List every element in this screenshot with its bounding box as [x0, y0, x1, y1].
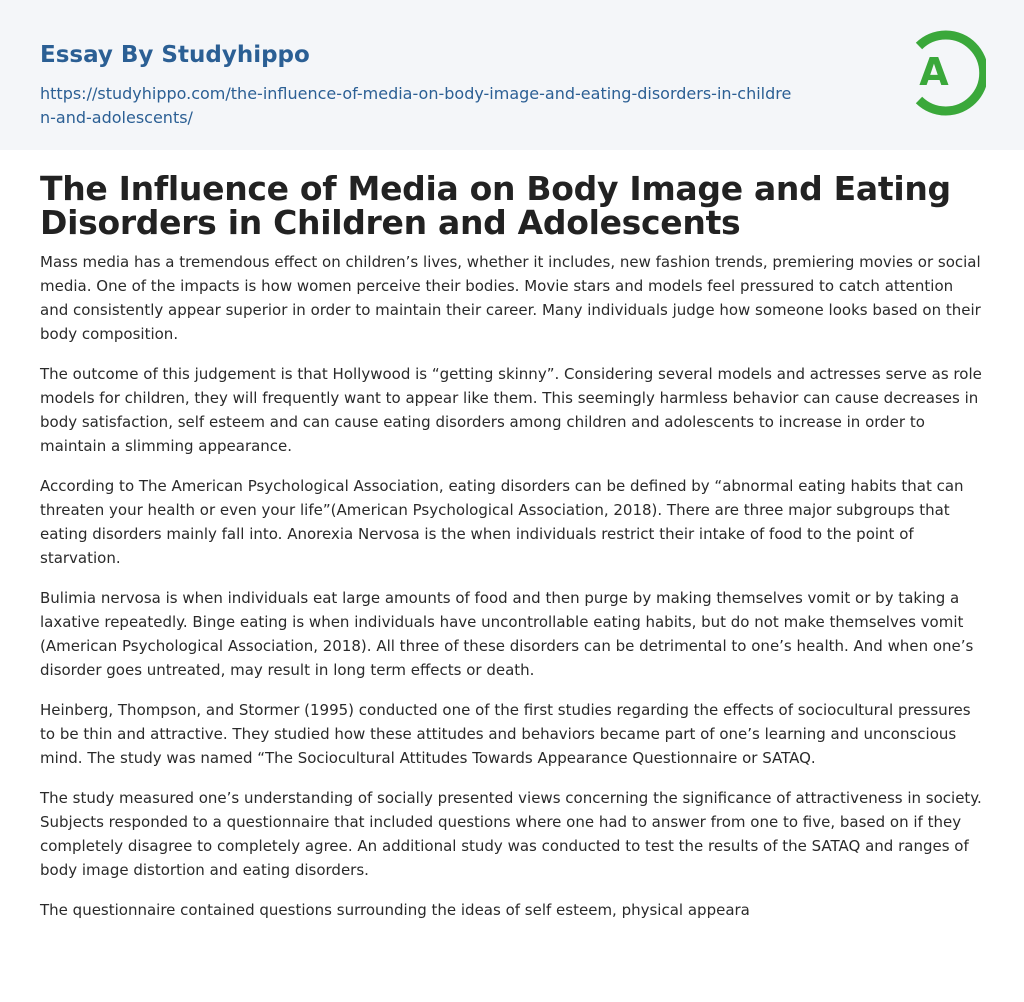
essay-paragraph: Heinberg, Thompson, and Stormer (1995) conducted one of the first studies regarding the effects of sociocultural pressures to be thin and attractive. They studied how these attitudes and behaviors became part of one’s learning and unconscious mind. The study was named “The Sociocultural Attitudes Towards Appearance Questionnaire or SATAQ.: [40, 701, 971, 767]
essay-paragraph: The questionnaire contained questions surrounding the ideas of self esteem, physical appeara: [40, 901, 750, 919]
essay-paragraph: According to The American Psychological Association, eating disorders can be defined by “abnormal eating habits that can threaten your health or even your life”(American Psychological Association, 2018). There are three major subgroups that eating disorders mainly fall into. Anorexia Nervosa is the when individuals restrict their intake of food to the point of starvation.: [40, 477, 964, 567]
studyhippo-logo-icon[interactable]: [896, 28, 986, 118]
essay-paragraph: Mass media has a tremendous effect on children’s lives, whether it includes, new fashion trends, premiering movies or social media. One of the impacts is how women perceive their bodies. Movie stars and models feel pressured to catch attention and consistently appear superior in order to maintain their career. Many individuals judge how someone looks based on their body composition.: [40, 253, 981, 343]
essay-title: The Influence of Media on Body Image and Eating Disorders in Children and Adolescents: [40, 169, 951, 242]
essay-url-link[interactable]: https://studyhippo.com/the-influence-of-media-on-body-image-and-eating-disorders-in-children-and-adolescents/: [40, 84, 792, 127]
essay-paragraph: The study measured one’s understanding of socially presented views concerning the significance of attractiveness in society. Subjects responded to a questionnaire that included questions where one had to answer from one to five, based on if they completely disagree to completely agree. An additional study was conducted to test the results of the SATAQ and ranges of body image distortion and eating disorders.: [40, 789, 982, 879]
site-brand[interactable]: Essay By Studyhippo: [40, 42, 310, 68]
essay-paragraph: Bulimia nervosa is when individuals eat large amounts of food and then purge by making themselves vomit or by taking a laxative repeatedly. Binge eating is when individuals have uncontrollable eating habits, but do not make themselves vomit (American Psychological Association, 2018). All three of these disorders can be detrimental to one’s health. And when one’s disorder goes untreated, may result in long term effects or death.: [40, 589, 974, 679]
logo-letter: A: [919, 50, 949, 94]
essay-content: [0, 169, 1024, 922]
site-header: [0, 0, 1024, 150]
essay-paragraph: The outcome of this judgement is that Hollywood is “getting skinny”. Considering several models and actresses serve as role models for children, they will frequently want to appear like them. This seemingly harmless behavior can cause decreases in body satisfaction, self esteem and can cause eating disorders among children and adolescents to increase in order to maintain a slimming appearance.: [40, 365, 982, 455]
